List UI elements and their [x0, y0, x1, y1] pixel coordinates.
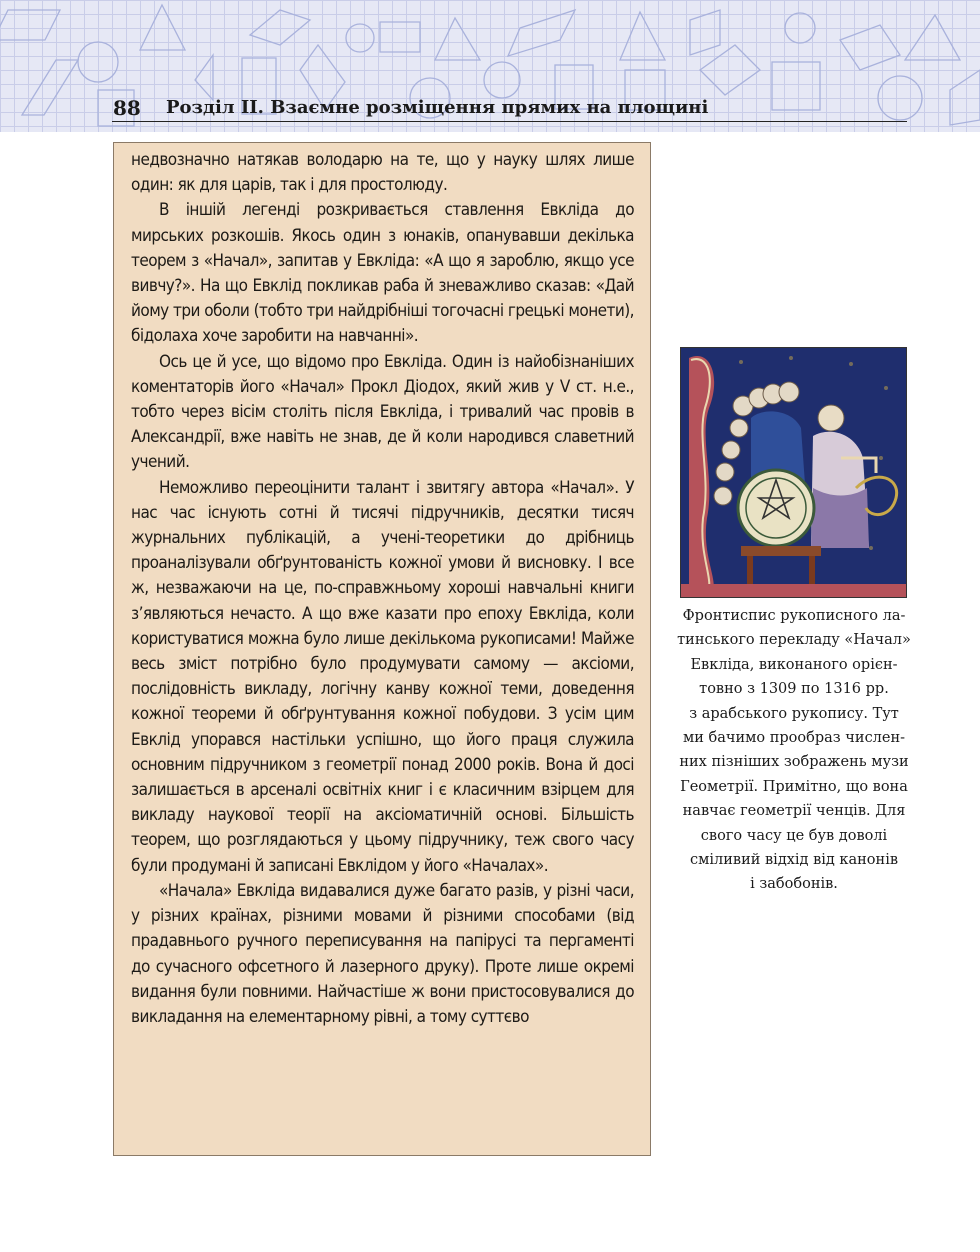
caption-line: товно з 1309 по 1316 рр. — [699, 681, 889, 698]
figure-caption — [676, 604, 912, 897]
triangle-shape — [905, 15, 960, 60]
triangle-shape — [620, 12, 665, 60]
caption-line: свого часу це був доволі — [700, 827, 888, 844]
triangle-shape — [140, 5, 185, 50]
circle-shape — [785, 13, 815, 43]
rhombus-shape — [700, 45, 760, 95]
caption-line: Фронтиспис рукописного ла- — [682, 608, 906, 624]
manuscript-image — [681, 348, 906, 597]
parallelogram-shape — [0, 10, 60, 40]
caption-line: тинського перекладу «Начал» — [677, 632, 911, 649]
rhombus-shape — [250, 10, 310, 45]
caption-line: з арабського рукопису. Тут — [689, 705, 899, 722]
parallelogram-shape — [508, 10, 575, 56]
circle-shape — [78, 42, 118, 82]
main-text-box — [113, 142, 651, 1156]
paragraph-3: Ось це й усе, що відомо про Евкліда. Один із найобізнаніших коментаторів його «Начал» Прокл Діодох, який жив у V ст. н.е., тобто через вісім століть після Евкліда, і тривалий час провів в Александрії, вже навіть не знав, де й коли народився славетний учений. — [131, 351, 634, 473]
caption-line: Евкліда, виконаного орієн- — [690, 656, 898, 673]
parallelogram-shape — [22, 60, 78, 115]
caption-line: сміливий відхід від канонів — [690, 852, 898, 869]
paragraph-2: В іншій легенді розкривається ставлення Евкліда до мирських розкошів. Якось один з юнаків, опанувавши декілька теорем з «Начал», запитав у Евкліда: «А що я зароблю, якщо усе вивчу?». На що Евклід покликав раба й зневажливо сказав: «Дай йому три оболи (тобто три найдрібніші тогочасні грецькі монети), бідолаха хоче заробити на навчанні». — [131, 200, 634, 347]
caption-line: Геометрії. Примітно, що вона — [680, 778, 908, 795]
caption-line: і забобонів. — [750, 876, 838, 893]
chapter-title: Розділ ІІ. Взаємне розміщення прямих на площині — [166, 97, 709, 118]
paragraph-5: «Начала» Евкліда видавалися дуже багато разів, у різні часи, у різних країнах, різними мовами й різними способами (від прадавнього ручного переписування на папірусі та пергаменті до сучасного офсетного й лазерного друку). Проте лише окремі видання були повними. Найчастіше ж вони пристосовувалися до викладання на елементарному рівні, а тому суттєво — [131, 880, 634, 1027]
parallelogram-shape — [950, 70, 980, 125]
caption-line: навчає геометрії ченців. Для — [682, 803, 906, 820]
parallelogram-shape — [690, 10, 720, 55]
triangle-shape — [435, 18, 480, 60]
triangle-shape — [195, 55, 213, 100]
manuscript-illustration — [680, 347, 907, 598]
circle-shape — [484, 62, 520, 98]
circle-shape — [346, 24, 374, 52]
caption-line: ми бачимо прообраз числен- — [682, 730, 906, 747]
header-rule — [112, 121, 907, 122]
square-shape — [380, 22, 420, 52]
page-number: 88 — [113, 96, 141, 120]
caption-line: них пізніших зображень музи — [679, 754, 909, 771]
circle-shape — [878, 76, 922, 120]
paragraph-1: недвозначно натякав володарю на те, що у науку шлях лише один: як для царів, так і для простолюду. — [131, 150, 634, 196]
rhombus-shape — [840, 25, 900, 70]
square-shape — [772, 62, 820, 110]
paragraph-4: Неможливо переоцінити талант і звитягу автора «Начал». У нас час існують сотні й тисячі підручників, десятки тисяч журнальних публікацій, а учені-теоретики до дрібниць проаналізували обґрунтованість кожної умови й висновку. І все ж, незважаючи на це, по-справжньому хороші навчальні книги з’являються нечасто. А що вже казати про епоху Евкліда, коли користуватися можна було лише декількома рукописами! Майже весь зміст потрібно було продумувати самому — аксіоми, послідовність викладу, логічну канву кожної теми, доведення кожної теореми й обґрунтування кожної побудови. З усім цим Евклід упорався настільки успішно, що його праця служила основним підручником з геометрії понад 2000 років. Вона й досі залишається в арсеналі освітніх книг і є класичним взірцем для викладу наукової теорії на аксіоматичній основі. Більшість теорем, що розглядаються у цьому підручнику, теж свого часу були продумані й записані Евклідом у його «Началах». — [131, 477, 634, 876]
